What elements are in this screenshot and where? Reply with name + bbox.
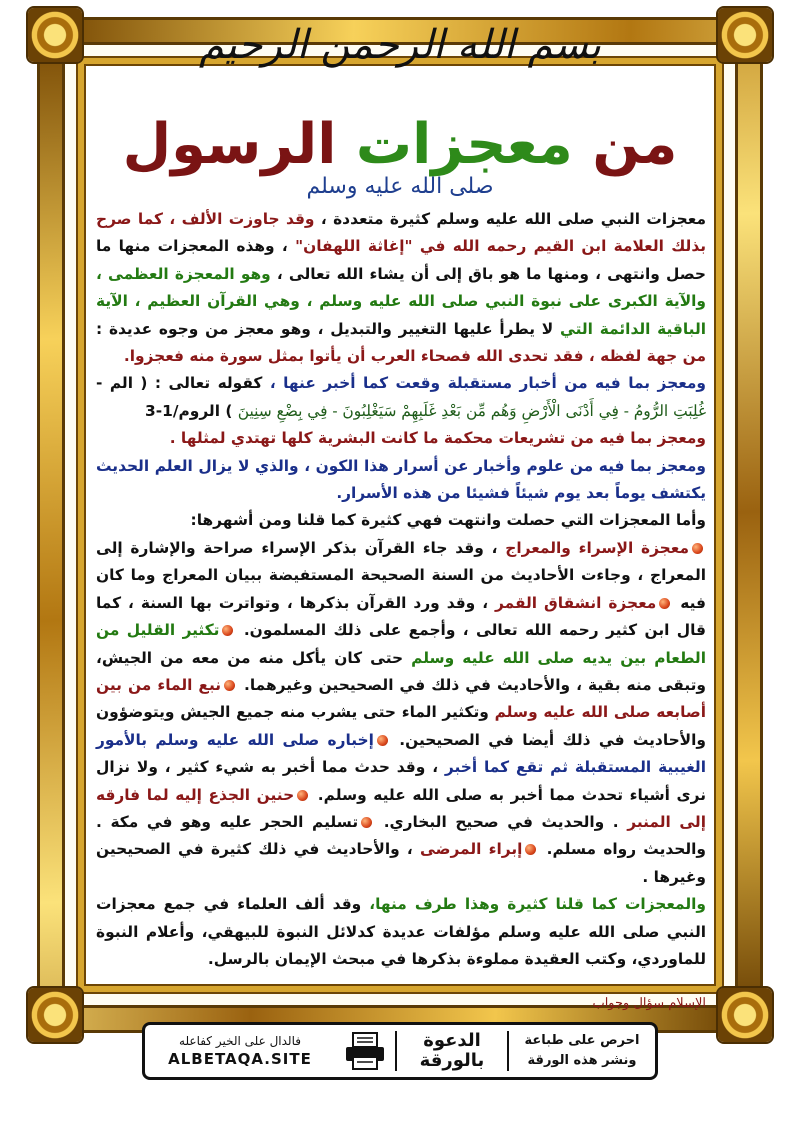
title-word-min: من: [592, 112, 678, 177]
paragraph-list-intro: وأما المعجزات التي حصلت وانتهت فهي كثيرة كما قلنا ومن أشهرها:: [190, 511, 706, 530]
miracles-list: معجزة الإسراء والمعراج ، وقد جاء القرآن بذكر الإسراء صراحة والإشارة إلى المعراج ، وجاءت الأحاديث من السنة الصحيحة المستفيضة ببيان المعراج وما كان فيه معجزة انشقاق القمر ، وقد ورد القرآن بذكرها ، وتواترت بها السنة ، كما قال ابن كثير رحمه الله تعالى ، وأجمع على ذلك المسلمون. تكثير القليل من الطعام بين يديه صلى الله عليه وسلم حتى كان يأكل منه من معه من الجيش، وتبقى منه بقية ، والأحاديث في ذلك في الصحيحين وغيرهما. نبع الماء من بين أصابعه صلى الله عليه وسلم وتكثير الماء حتى يشرب منه جميع الجيش ويتوضؤون والأحاديث في ذلك أيضا في الصحيحين. إخباره صلى الله عليه وسلم بالأمور الغيبية المستقبلة ثم تقع كما أخبر ، وقد حدث مما أخبر به شيء كثير ، ولا نزال نرى أشياء تحدث مما أخبر به صلى الله عليه وسلم. حنين الجذع إليه لما فارقه إلى المنبر . والحديث في صحيح البخاري. تسليم الحجر عليه وهو في مكة . والحديث رواه مسلم. إبراء المرضى ، والأحاديث في ذلك كثيرة في الصحيحين وغيرها .: [96, 538, 706, 886]
footer-banner: [142, 1022, 658, 1080]
paragraph-future-news: ومعجز بما فيه من أخبار مستقبلة وقعت كما أخبر عنها ، كقوله تعالى : ( الم - غُلِبَتِ الرُّومُ - فِي أَدْنَى الْأَرْضِ وَهُم مِّن بَعْدِ غَلَبِهِمْ سَيَغْلِبُونَ - فِي بِضْعِ سِنِينَ ) الروم/1-3: [96, 374, 706, 420]
source-credit: الإسلام سؤال وجواب: [592, 996, 706, 1011]
quran-verse: غُلِبَتِ الرُّومُ - فِي أَدْنَى الْأَرْضِ وَهُم مِّن بَعْدِ غَلَبِهِمْ سَيَغْلِبُونَ - فِي بِضْعِ سِنِينَ: [237, 401, 706, 420]
paragraph-sciences: ومعجز بما فيه من علوم وأخبار عن أسرار هذا الكون ، والذي لا يزال العلم الحديث يكتشف يوماً بعد يوم شيئاً فشيئا من هذه الأسرار.: [96, 456, 706, 503]
paragraph-conclusion: والمعجزات كما قلنا كثيرة وهذا طرف منها، وقد ألف العلماء في جمع معجزات النبي صلى الله عليه وسلم مؤلفات عديدة كدلائل النبوة للبيهقي، وأعلام النبوة للماوردي، وكتب العقيدة مملوءة بذكرها في مبحث الإيمان بالرسل.: [96, 895, 706, 968]
frame-corner-ornament: [718, 988, 772, 1042]
article-body: [96, 206, 706, 973]
bullet-icon: [659, 598, 670, 609]
bullet-icon: [224, 680, 235, 691]
footer-site-link[interactable]: ALBETAQA.SITE: [168, 1050, 312, 1068]
printer-icon-svg: [343, 1031, 387, 1071]
page-title: [0, 110, 800, 180]
bullet-icon: [377, 735, 388, 746]
bullet-icon: [297, 790, 308, 801]
title-word-rasul: الرسول: [122, 112, 337, 177]
bismillah-calligraphy: بسم الله الرحمن الرحيم: [198, 22, 602, 68]
footer-call-to-action: احرص على طباعة ونشر هذه الورقة: [524, 1033, 640, 1068]
bullet-icon: [692, 543, 703, 554]
bullet-icon: [525, 844, 536, 855]
bullet-icon: [222, 625, 233, 636]
title-word-mujizat: معجزات: [355, 112, 573, 177]
footer-left: [145, 1034, 335, 1068]
footer-logo: الدعوة بالورقة: [395, 1031, 509, 1071]
printer-icon: [335, 1031, 395, 1071]
page-subtitle: صلى الله عليه وسلم: [306, 174, 494, 199]
frame-corner-ornament: [28, 988, 82, 1042]
paragraph-intro: معجزات النبي صلى الله عليه وسلم كثيرة متعددة ، وقد جاوزت الألف ، كما صرح بذلك العلامة ابن القيم رحمه الله في "إغاثة اللهفان" ، وهذه المعجزات منها ما حصل وانتهى ، ومنها ما هو باق إلى أن يشاء الله تعالى ، وهو المعجزة العظمى ، والآية الكبرى على نبوة النبي صلى الله عليه وسلم ، وهي القرآن العظيم ، الآية الباقية الدائمة التي لا يطرأ عليها التغيير والتبديل ، وهو معجز من وجوه عديدة : من جهة لفظه ، فقد تحدى الله فصحاء العرب أن يأتوا بمثل سورة منه فعجزوا.: [96, 210, 706, 366]
footer-slogan: فالدال على الخير كفاعله: [179, 1034, 301, 1048]
paragraph-legislation: ومعجز بما فيه من تشريعات محكمة ما كانت البشرية كلها تهتدي لمثلها .: [169, 429, 706, 448]
bullet-icon: [361, 817, 372, 828]
